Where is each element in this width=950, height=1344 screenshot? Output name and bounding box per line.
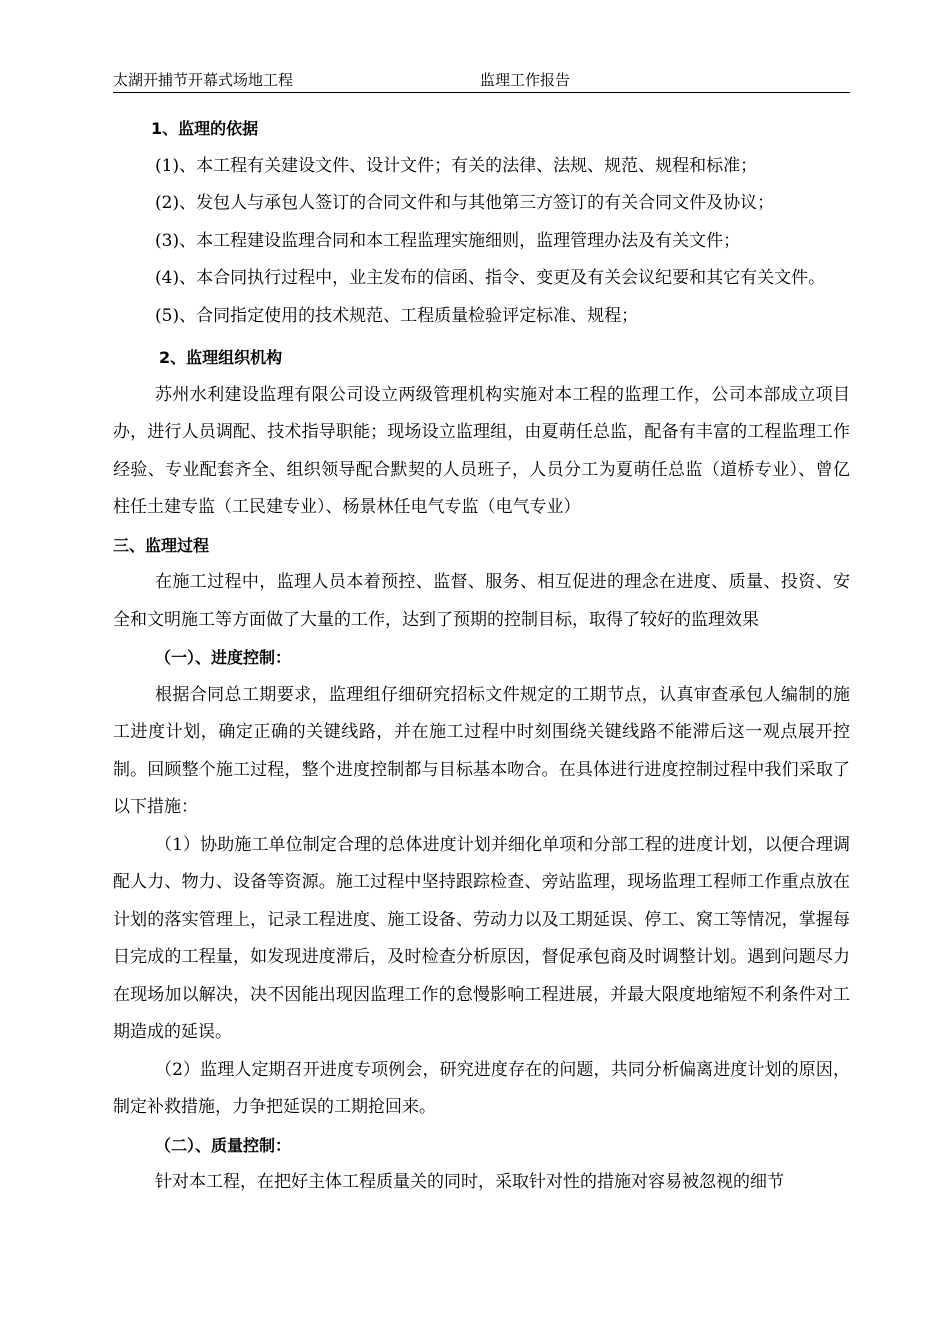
section-quality-title: （二）、质量控制： bbox=[155, 1135, 292, 1155]
schedule-paragraph: 根据合同总工期要求，监理组仔细研究招标文件规定的工期节点，认真审查承包人编制的施工进度计划，确定正确的关键线路，并在施工过程中时刻围绕关键线路不能滞后这一观点展开控制。回顾整个施工过程，整个进度控制都与目标基本吻合。在具体进行进度控制过程中我们采取了以下措施： bbox=[113, 684, 850, 817]
basis-item-5: (5)、合同指定使用的技术规范、工程质量检验评定标准、规程； bbox=[155, 305, 639, 326]
process-paragraph: 在施工过程中，监理人员本着预控、监督、服务、相互促进的理念在进度、质量、投资、安全和文明施工等方面做了大量的工作，达到了预期的控制目标，取得了较好的监理效果 bbox=[113, 572, 850, 630]
section-org-title: 2、监理组织机构 bbox=[159, 348, 283, 367]
document-body bbox=[113, 110, 850, 1202]
section-process-title: 三、监理过程 bbox=[113, 535, 210, 555]
section-schedule-title: （一）、进度控制： bbox=[155, 648, 292, 667]
schedule-measure-2: （2）监理人定期召开进度专项例会，研究进度存在的问题，共同分析偏离进度计划的原因，制定补救措施，力争把延误的工期抢回来。 bbox=[113, 1059, 850, 1117]
page-header bbox=[113, 66, 850, 93]
basis-item-3: (3)、本工程建设监理合同和本工程监理实施细则，监理管理办法及有关文件； bbox=[155, 230, 741, 251]
header-report-title: 监理工作报告 bbox=[480, 71, 571, 89]
org-paragraph: 苏州水利建设监理有限公司设立两级管理机构实施对本工程的监理工作，公司本部成立项目办，进行人员调配、技术指导职能；现场设立监理组，由夏萌任总监，配备有丰富的工程监理工作经验、专业配套齐全、组织领导配合默契的人员班子，人员分工为夏萌任总监（道桥专业）、曾亿柱任土建专监（工民建专业）、杨景林任电气专监（电气专业） bbox=[113, 384, 850, 517]
header-project-name: 太湖开捕节开幕式场地工程 bbox=[113, 71, 294, 89]
basis-item-2: (2)、发包人与承包人签订的合同文件和与其他第三方签订的有关合同文件及协议； bbox=[155, 193, 775, 213]
basis-item-1: (1)、本工程有关建设文件、设计文件；有关的法律、法规、规范、规程和标准； bbox=[155, 155, 758, 176]
schedule-measure-1: （1）协助施工单位制定合理的总体进度计划并细化单项和分部工程的进度计划，以便合理调配人力、物力、设备等资源。施工过程中坚持跟踪检查、旁站监理，现场监理工程师工作重点放在计划的落实管理上，记录工程进度、施工设备、劳动力以及工期延误、停工、窝工等情况，掌握每日完成的工程量，如发现进度滞后，及时检查分析原因，督促承包商及时调整计划。遇到问题尽力在现场加以解决，决不因能出现因监理工作的怠慢影响工程进展，并最大限度地缩短不利条件对工期造成的延误。 bbox=[113, 834, 850, 1042]
section-basis-title: 1、监理的依据 bbox=[151, 119, 259, 138]
quality-paragraph: 针对本工程，在把好主体工程质量关的同时，采取针对性的措施对容易被忽视的细节 bbox=[155, 1172, 784, 1192]
basis-item-4: (4)、本合同执行过程中，业主发布的信函、指令、变更及有关会议纪要和其它有关文件。 bbox=[155, 268, 826, 288]
